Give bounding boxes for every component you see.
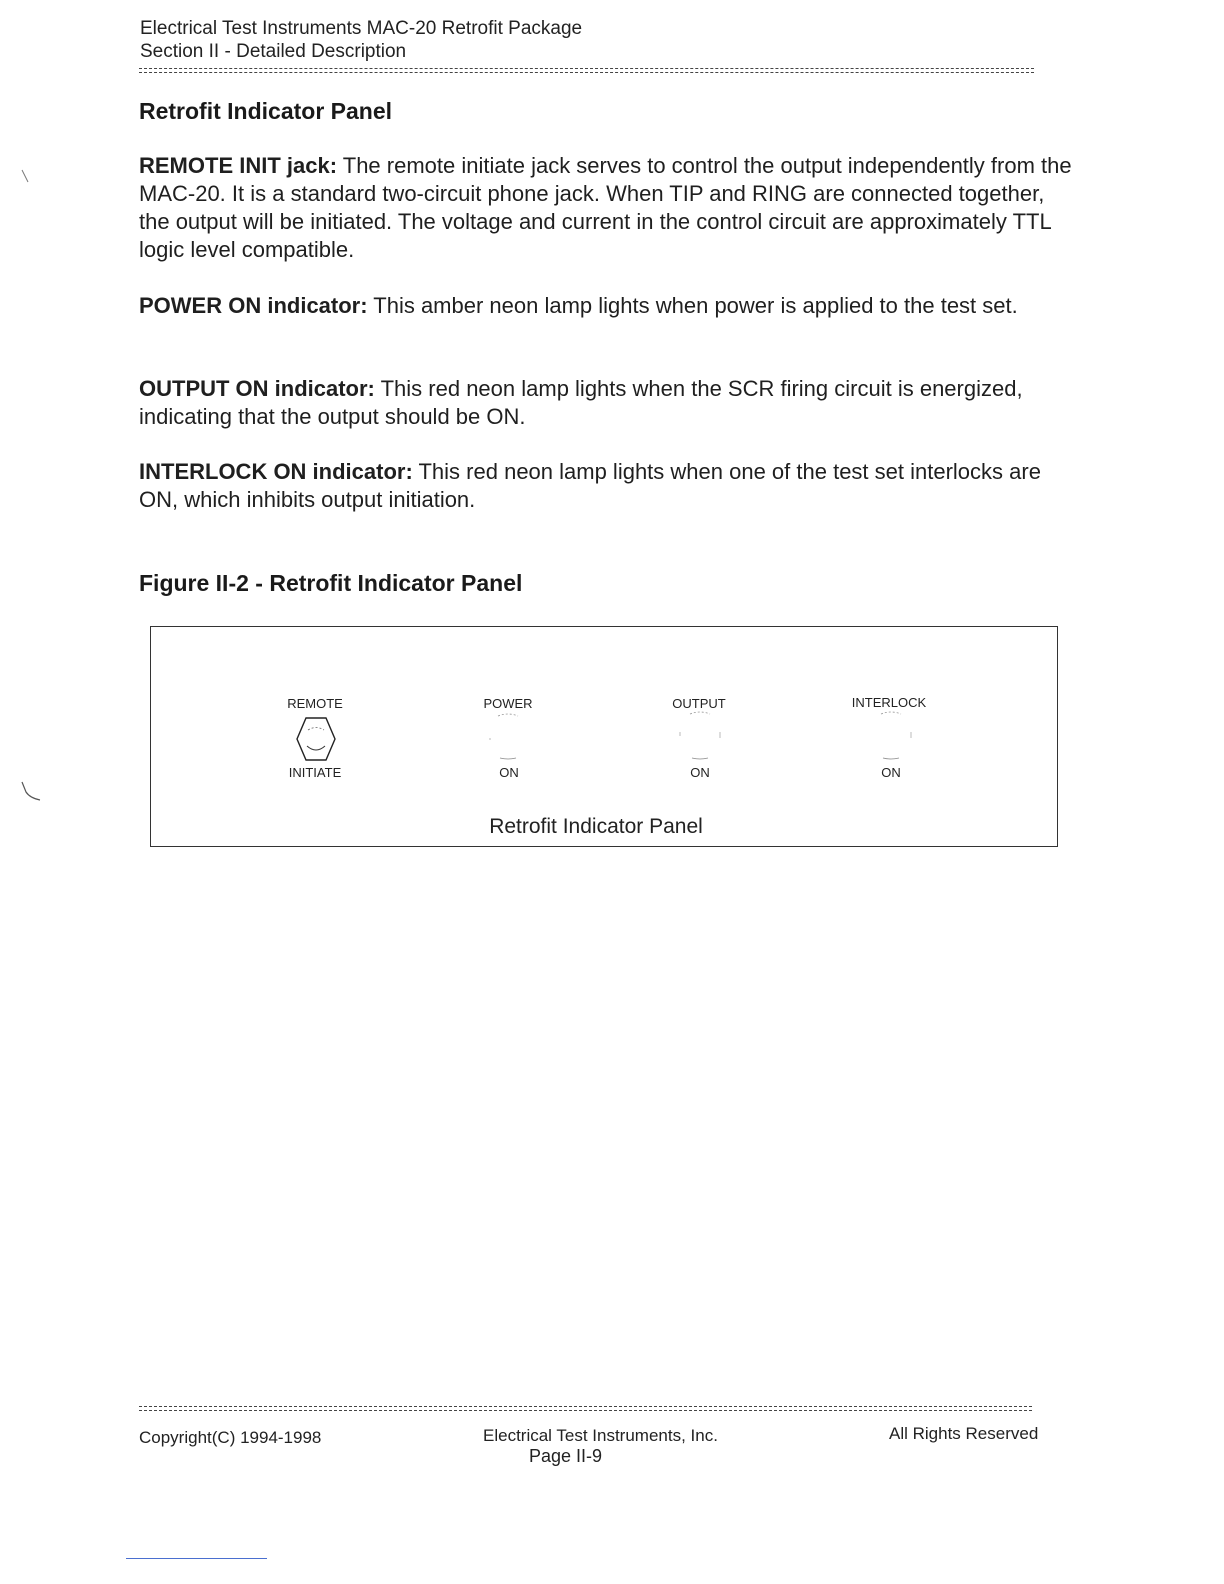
term-interlock-on: INTERLOCK ON indicator: (139, 459, 413, 484)
hexagon-jack-icon (296, 716, 336, 762)
term-power-on: POWER ON indicator: (139, 293, 368, 318)
interlock-lamp-icon (869, 710, 913, 762)
output-label: OUTPUT (672, 696, 726, 711)
power-on-label: ON (499, 765, 519, 780)
figure-caption: Figure II-2 - Retrofit Indicator Panel (139, 570, 523, 596)
desc-interlock-on: This red neon lamp lights when one of the test set interlocks are ON, which inhibits output initiation. (139, 459, 1041, 512)
remote-label: REMOTE (287, 696, 343, 711)
panel-caption: Retrofit Indicator Panel (489, 815, 703, 838)
footer-copyright: Copyright(C) 1994-1998 (139, 1428, 322, 1447)
output-on-label: ON (690, 765, 710, 780)
interlock-label: INTERLOCK (851, 695, 927, 710)
footer-rule (139, 1405, 1032, 1412)
indicator-panel-figure (150, 626, 1058, 847)
footer-company: Electrical Test Instruments, Inc. (483, 1426, 718, 1445)
output-lamp-icon (678, 710, 722, 762)
header-section: Section II - Detailed Description (140, 41, 407, 62)
footer-rights: All Rights Reserved (889, 1424, 1039, 1443)
paragraph-output-on (139, 375, 1074, 431)
initiate-label: INITIATE (288, 765, 342, 780)
desc-power-on: This amber neon lamp lights when power is applied to the test set. (367, 293, 1018, 318)
header-rule (139, 67, 1034, 74)
term-output-on: OUTPUT ON indicator: (139, 376, 375, 401)
section-title: Retrofit Indicator Panel (139, 98, 393, 124)
interlock-on-label: ON (881, 765, 901, 780)
header-title: Electrical Test Instruments MAC-20 Retrofit Package (140, 18, 583, 39)
desc-output-on: This red neon lamp lights when the SCR firing circuit is energized, indicating that the output should be ON. (139, 376, 1023, 429)
power-label: POWER (483, 696, 533, 711)
power-lamp-icon (488, 712, 528, 762)
scan-artifact-line (126, 1558, 267, 1559)
paragraph-remote-init (139, 152, 1074, 264)
scan-margin-marks (18, 160, 48, 810)
footer-page-number: Page II-9 (529, 1446, 603, 1466)
term-remote-init: REMOTE INIT jack: (139, 153, 338, 178)
paragraph-power-on (139, 292, 1074, 320)
paragraph-interlock-on (139, 458, 1074, 514)
desc-remote-init: The remote initiate jack serves to control the output independently from the MAC-20. It is a standard two-circuit phone jack. When TIP and RING are connected together, the output will be initiated. The voltage and current in the control circuit are approximately TTL logic level compatible. (139, 153, 1072, 262)
